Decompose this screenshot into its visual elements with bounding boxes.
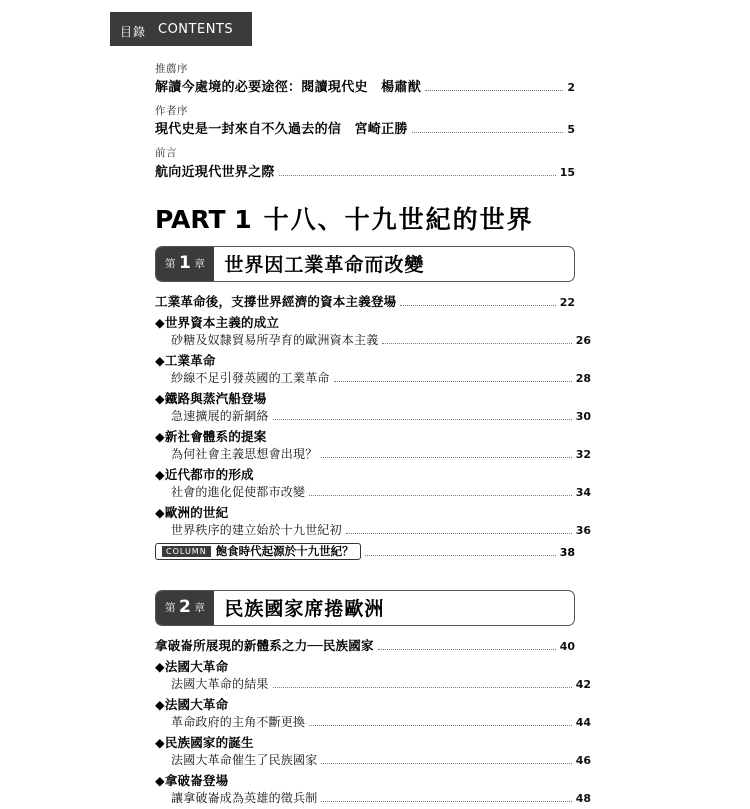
chapter-header-1[interactable] [155,246,575,282]
leader-dots [400,304,555,306]
toc-entry[interactable] [155,351,591,386]
chapter-tag-prefix: 第 [165,258,176,271]
page-number: 30 [575,409,591,423]
leader-dots [321,800,571,802]
entry-row [155,369,591,386]
entry-heading: ◆拿破崙登場 [155,772,229,788]
leader-dots [334,380,572,382]
entry-heading: ◆新社會體系的提案 [155,428,267,444]
front-matter-kicker: 前言 [155,147,177,160]
toc-entry[interactable] [155,695,591,730]
front-matter-title: 解讀今處境的必要途徑：閱讀現代史 楊肅猷 [155,80,422,96]
entry-row [155,445,591,462]
contents-header-cn: 目錄 [120,25,147,39]
leader-dots [273,418,572,420]
front-matter-kicker: 作者序 [155,105,188,118]
chapter-lead-text: 拿破崙所展現的新體系之力──民族國家 [155,637,374,653]
leader-dots [425,89,563,91]
chapter-1-entries [155,313,591,538]
front-matter-entry[interactable] [155,62,575,95]
front-matter-entry[interactable] [155,104,575,137]
entry-text: 法國大革命催生了民族國家 [171,752,318,767]
page-number: 32 [575,447,591,461]
entry-text: 砂糖及奴隸貿易所孕育的歐洲資本主義 [171,332,379,347]
entry-heading: ◆鐵路與蒸汽船登場 [155,390,267,406]
page-number: 34 [575,485,591,499]
leader-dots [346,532,572,534]
front-matter-list [155,62,575,180]
front-matter-row [155,118,575,137]
entry-row [155,789,591,806]
leader-dots [273,686,572,688]
contents-header-banner [110,12,252,46]
chapter-tag-prefix: 第 [165,602,176,615]
entry-heading: ◆歐洲的世紀 [155,504,229,520]
page-number: 36 [575,523,591,537]
chapter-tag-suffix: 章 [194,602,206,615]
page-number: 2 [567,81,575,95]
leader-dots [365,554,556,556]
front-matter-title: 航向近現代世界之際 [155,164,275,180]
chapter-lead-1[interactable] [155,292,575,310]
entry-text: 革命政府的主角不斷更換 [171,714,306,729]
chapter-number: 1 [179,253,192,274]
toc-entry[interactable] [155,733,591,768]
page-number: 15 [559,165,575,179]
leader-dots [279,174,556,176]
toc-entry[interactable] [155,771,591,806]
leader-dots [412,131,564,133]
front-matter-title: 現代史是一封來自不久過去的信 宮崎正勝 [155,122,408,138]
front-matter-entry[interactable] [155,146,575,179]
page-number: 44 [575,715,591,729]
entry-heading: ◆近代都市的形成 [155,466,254,482]
entry-text: 社會的進化促使都市改變 [171,484,306,499]
entry-heading: ◆民族國家的誕生 [155,734,254,750]
entry-heading: ◆世界資本主義的成立 [155,314,280,330]
entry-heading: ◆法國大革命 [155,696,229,712]
column-entry[interactable] [155,543,575,560]
leader-dots [309,494,571,496]
entry-row [155,751,591,768]
page-number: 38 [559,545,575,559]
entry-text: 急速擴展的新網絡 [171,408,269,423]
column-text: 飽食時代起源於十九世紀？ [215,544,354,559]
chapter-lead-text: 工業革命後，支撐世界經濟的資本主義登場 [155,293,397,309]
chapter-header-2[interactable] [155,590,575,626]
chapter-title-1: 世界因工業革命而改變 [224,254,425,277]
entry-text: 為何社會主義思想會出現？ [171,446,318,461]
part-title: 十八、十九世紀的世界 [263,204,534,234]
toc-entry[interactable] [155,427,591,462]
toc-entry[interactable] [155,389,591,424]
page-number: 22 [559,295,575,309]
leader-dots [378,648,556,650]
toc-entry[interactable] [155,503,591,538]
entry-heading: ◆法國大革命 [155,658,229,674]
leader-dots [321,762,571,764]
page-number: 26 [575,333,591,347]
page-number: 5 [567,123,575,137]
entry-row [155,521,591,538]
entry-text: 讓拿破崙成為英雄的徵兵制 [171,790,318,805]
leader-dots [382,342,571,344]
entry-text: 世界秩序的建立始於十九世紀初 [171,522,342,537]
front-matter-kicker: 推薦序 [155,63,188,75]
entry-text: 紗線不足引發英國的工業革命 [171,370,330,385]
chapter-2-entries [155,657,591,806]
entry-heading: ◆工業革命 [155,352,216,368]
toc-entry[interactable] [155,657,591,692]
entry-row [155,675,591,692]
column-chip [155,543,361,560]
chapter-tag-2 [156,591,214,625]
entry-row [155,483,591,500]
column-label: COLUMN [162,546,211,557]
chapter-title-2: 民族國家席捲歐洲 [224,598,385,621]
part-heading [155,200,575,236]
chapter-number: 2 [179,597,192,618]
front-matter-row [155,76,575,95]
contents-header-en: CONTENTS [158,22,234,37]
front-matter-row [155,161,575,180]
page-number: 46 [575,753,591,767]
entry-text: 法國大革命的結果 [171,676,269,691]
chapter-lead-2[interactable] [155,636,575,654]
toc-content [155,62,591,809]
page-number: 42 [575,677,591,691]
page-number: 28 [575,371,591,385]
entry-row [155,407,591,424]
toc-entry[interactable] [155,465,591,500]
chapter-tag-suffix: 章 [194,258,206,271]
entry-row [155,713,591,730]
toc-entry[interactable] [155,313,591,348]
page-number: 40 [559,639,575,653]
part-label: PART 1 [155,204,252,234]
page-number: 48 [575,791,591,805]
chapter-tag-1 [156,247,214,281]
leader-dots [321,456,571,458]
entry-row [155,331,591,348]
leader-dots [309,724,571,726]
